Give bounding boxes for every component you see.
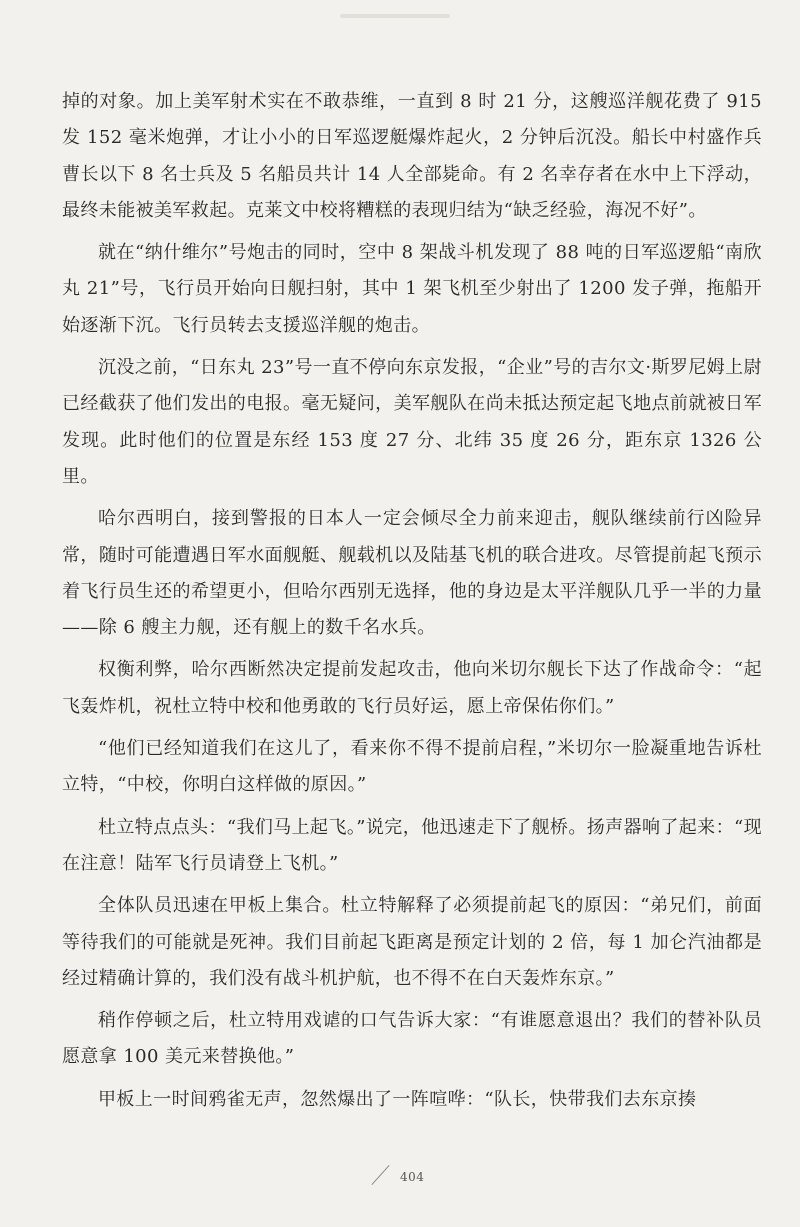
paragraph-8: 全体队员迅速在甲板上集合。杜立特解释了必须提前起飞的原因：“弟兄们，前面等待我们的可能就是死神。我们目前起飞距离是预定计划的 2 倍，每 1 加仑汽油都是经过精确计算的，我们没有战斗机护航，也不得不在白天轰炸东京。” [62,895,762,989]
running-header [340,14,450,18]
paragraph-6: “他们已经知道我们在这儿了，看来你不得不提前启程，”米切尔一脸凝重地告诉杜立特，“中校，你明白这样做的原因。” [62,738,762,796]
paragraph-3: 沉没之前，“日东丸 23”号一直不停向东京发报，“企业”号的吉尔文·斯罗尼姆上尉已经截获了他们发出的电报。毫无疑问，美军舰队在尚未抵达预定起飞地点前就被日军发现。此时他们的位置是东经 153 度 27 分、北纬 35 度 26 分，距东京 1326 公里。 [62,357,762,487]
body-text [62,84,762,1124]
paragraph-9: 稍作停顿之后，杜立特用戏谑的口气告诉大家：“有谁愿意退出？我们的替补队员愿意拿 100 美元来替换他。” [62,1010,762,1068]
paragraph-7: 杜立特点点头：“我们马上起飞。”说完，他迅速走下了舰桥。扬声器响了起来：“现在注意！陆军飞行员请登上飞机。” [62,816,762,874]
paragraph-4: 哈尔西明白，接到警报的日本人一定会倾尽全力前来迎击，舰队继续前行凶险异常，随时可能遭遇日军水面舰艇、舰载机以及陆基飞机的联合进攻。尽管提前起飞预示着飞行员生还的希望更小，但哈尔西别无选择，他的身边是太平洋舰队几乎一半的力量——除 6 艘主力舰，还有舰上的数千名水兵。 [62,508,762,639]
page-number-slash [371,1165,389,1185]
paragraph-2: 就在“纳什维尔”号炮击的同时，空中 8 架战斗机发现了 88 吨的日军巡逻船“南欣丸 21”号，飞行员开始向日舰扫射，其中 1 架飞机至少射出了 1200 发子弹，拖船开始逐渐下沉。飞行员转去支援巡洋舰的炮击。 [62,242,762,336]
paragraph-1: 掉的对象。加上美军射术实在不敢恭维，一直到 8 时 21 分，这艘巡洋舰花费了 915 发 152 毫米炮弹，才让小小的日军巡逻艇爆炸起火，2 分钟后沉没。船长中村盛作兵曹长以下 8 名士兵及 5 名船员共计 14 人全部毙命。有 2 名幸存者在水中上下浮动，最终未能被美军救起。克莱文中校将糟糕的表现归结为“缺乏经验，海况不好”。 [62,91,762,221]
paragraph-5: 权衡利弊，哈尔西断然决定提前发起攻击，他向米切尔舰长下达了作战命令：“起飞轰炸机，祝杜立特中校和他勇敢的飞行员好运，愿上帝保佑你们。” [62,659,762,717]
paragraph-10: 甲板上一时间鸦雀无声，忽然爆出了一阵喧哗：“队长，快带我们去东京揍 [98,1088,697,1110]
page-footer [0,1160,800,1200]
page-number: 404 [400,1170,425,1184]
